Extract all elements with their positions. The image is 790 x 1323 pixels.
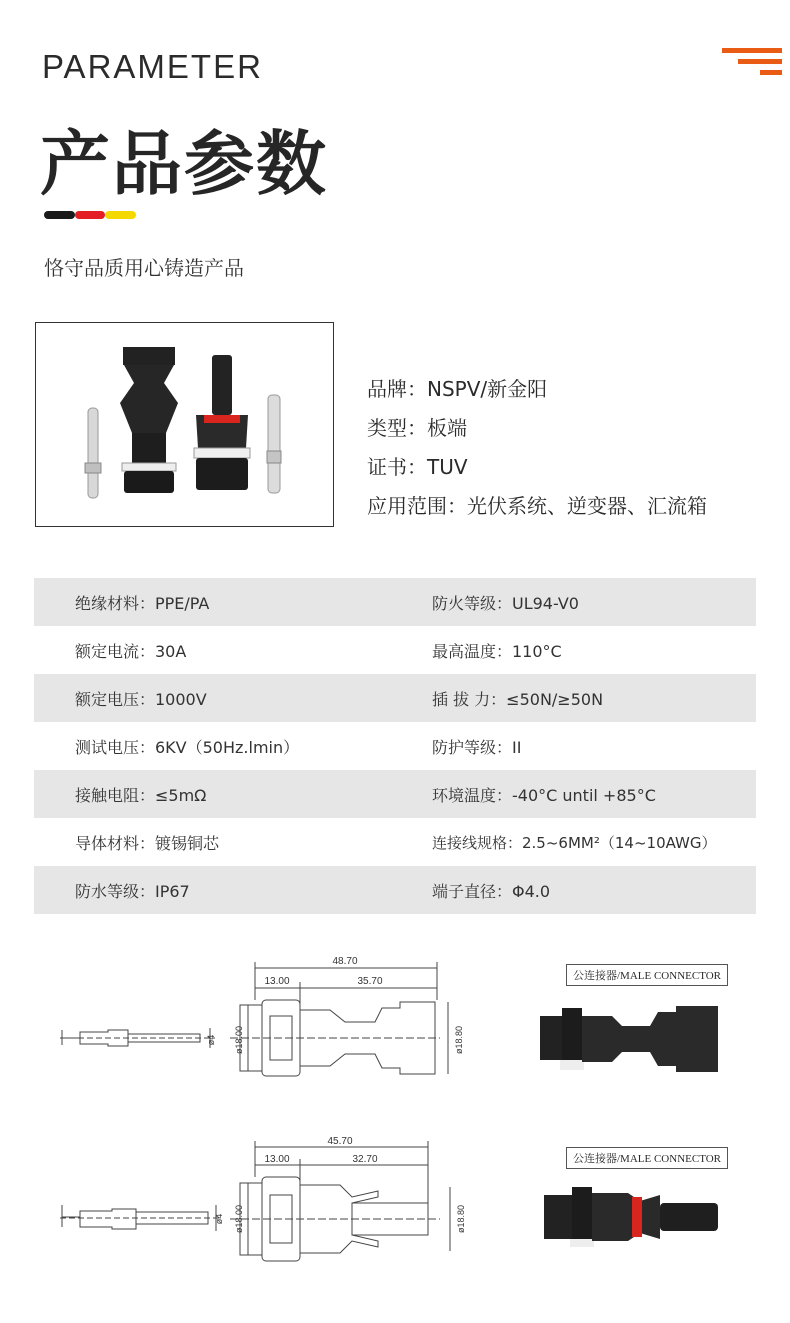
female-connector-icon bbox=[194, 355, 250, 490]
table-cell: 额定电压：1000V bbox=[75, 689, 207, 709]
male-connector-icon bbox=[120, 347, 178, 493]
dim-dia-right: ø18.80 bbox=[454, 1025, 464, 1055]
spec-certificate: 证书：TUV bbox=[367, 455, 468, 479]
spec-application: 应用范围：光伏系统、逆变器、汇流箱 bbox=[367, 494, 707, 518]
table-cell: 防护等级：II bbox=[432, 737, 522, 757]
table-cell: 测试电压：6KV（50Hz.lmin） bbox=[75, 737, 300, 757]
table-cell: 额定电流：30A bbox=[75, 641, 187, 661]
technical-drawing-2 bbox=[0, 1135, 790, 1285]
flag-black bbox=[44, 211, 75, 219]
table-row bbox=[34, 626, 756, 674]
table-row bbox=[34, 578, 756, 626]
product-photo bbox=[35, 322, 334, 527]
page-eyebrow: PARAMETER bbox=[42, 48, 263, 85]
dim-pin: ø4 bbox=[206, 1034, 216, 1046]
table-cell: 插 拔 力：≤50N/≥50N bbox=[432, 689, 604, 709]
table-cell: 导体材料：镀锡铜芯 bbox=[75, 833, 220, 853]
female-pin-icon bbox=[267, 395, 281, 493]
decorative-stripes-icon bbox=[722, 48, 782, 78]
male-connector-render-icon bbox=[540, 1006, 718, 1072]
table-cell: 绝缘材料：PPE/PA bbox=[75, 593, 210, 613]
dim-seg-a: 13.00 bbox=[264, 976, 290, 987]
flag-red bbox=[75, 211, 106, 219]
flag-yellow bbox=[105, 211, 136, 219]
table-cell: 端子直径：Φ4.0 bbox=[432, 881, 551, 901]
dim-dia-left: ø18.00 bbox=[234, 1204, 244, 1234]
tagline: 恪守品质用心铸造产品 bbox=[44, 256, 244, 280]
table-cell: 连接线规格：2.5~6MM²（14~10AWG） bbox=[432, 833, 717, 852]
technical-drawing-1 bbox=[0, 950, 790, 1100]
table-cell: 最高温度：110°C bbox=[432, 641, 562, 661]
dim-dia-right: ø18.80 bbox=[456, 1204, 466, 1234]
parameter-table bbox=[34, 578, 756, 914]
table-row bbox=[34, 866, 756, 914]
dim-seg-a: 13.00 bbox=[264, 1154, 290, 1165]
spec-type: 类型：板端 bbox=[367, 416, 467, 440]
dim-seg-b: 35.70 bbox=[357, 976, 383, 987]
dim-seg-b: 32.70 bbox=[352, 1154, 378, 1165]
table-row bbox=[34, 722, 756, 770]
dim-pin: ø4 bbox=[214, 1213, 224, 1225]
table-cell: 防火等级：UL94-V0 bbox=[432, 593, 579, 613]
female-connector-render-icon bbox=[544, 1187, 718, 1247]
page-title: 产品参数 bbox=[40, 123, 328, 205]
connector-label: 公连接器/MALE CONNECTOR bbox=[566, 1147, 728, 1169]
dim-total: 45.70 bbox=[327, 1136, 353, 1147]
dim-dia-left: ø18.00 bbox=[234, 1025, 244, 1055]
table-cell: 接触电阻：≤5mΩ bbox=[75, 785, 207, 805]
flag-stripe bbox=[44, 211, 136, 219]
male-pin-icon bbox=[85, 408, 101, 498]
spec-list bbox=[367, 370, 707, 526]
connector-label: 公连接器/MALE CONNECTOR bbox=[566, 964, 728, 986]
spec-brand: 品牌：NSPV/新金阳 bbox=[367, 377, 548, 401]
table-cell: 环境温度：-40°C until +85°C bbox=[432, 785, 656, 805]
table-row bbox=[34, 818, 756, 866]
dim-total: 48.70 bbox=[332, 956, 358, 967]
table-cell: 防水等级：IP67 bbox=[75, 881, 190, 901]
table-row bbox=[34, 674, 756, 722]
table-row bbox=[34, 770, 756, 818]
